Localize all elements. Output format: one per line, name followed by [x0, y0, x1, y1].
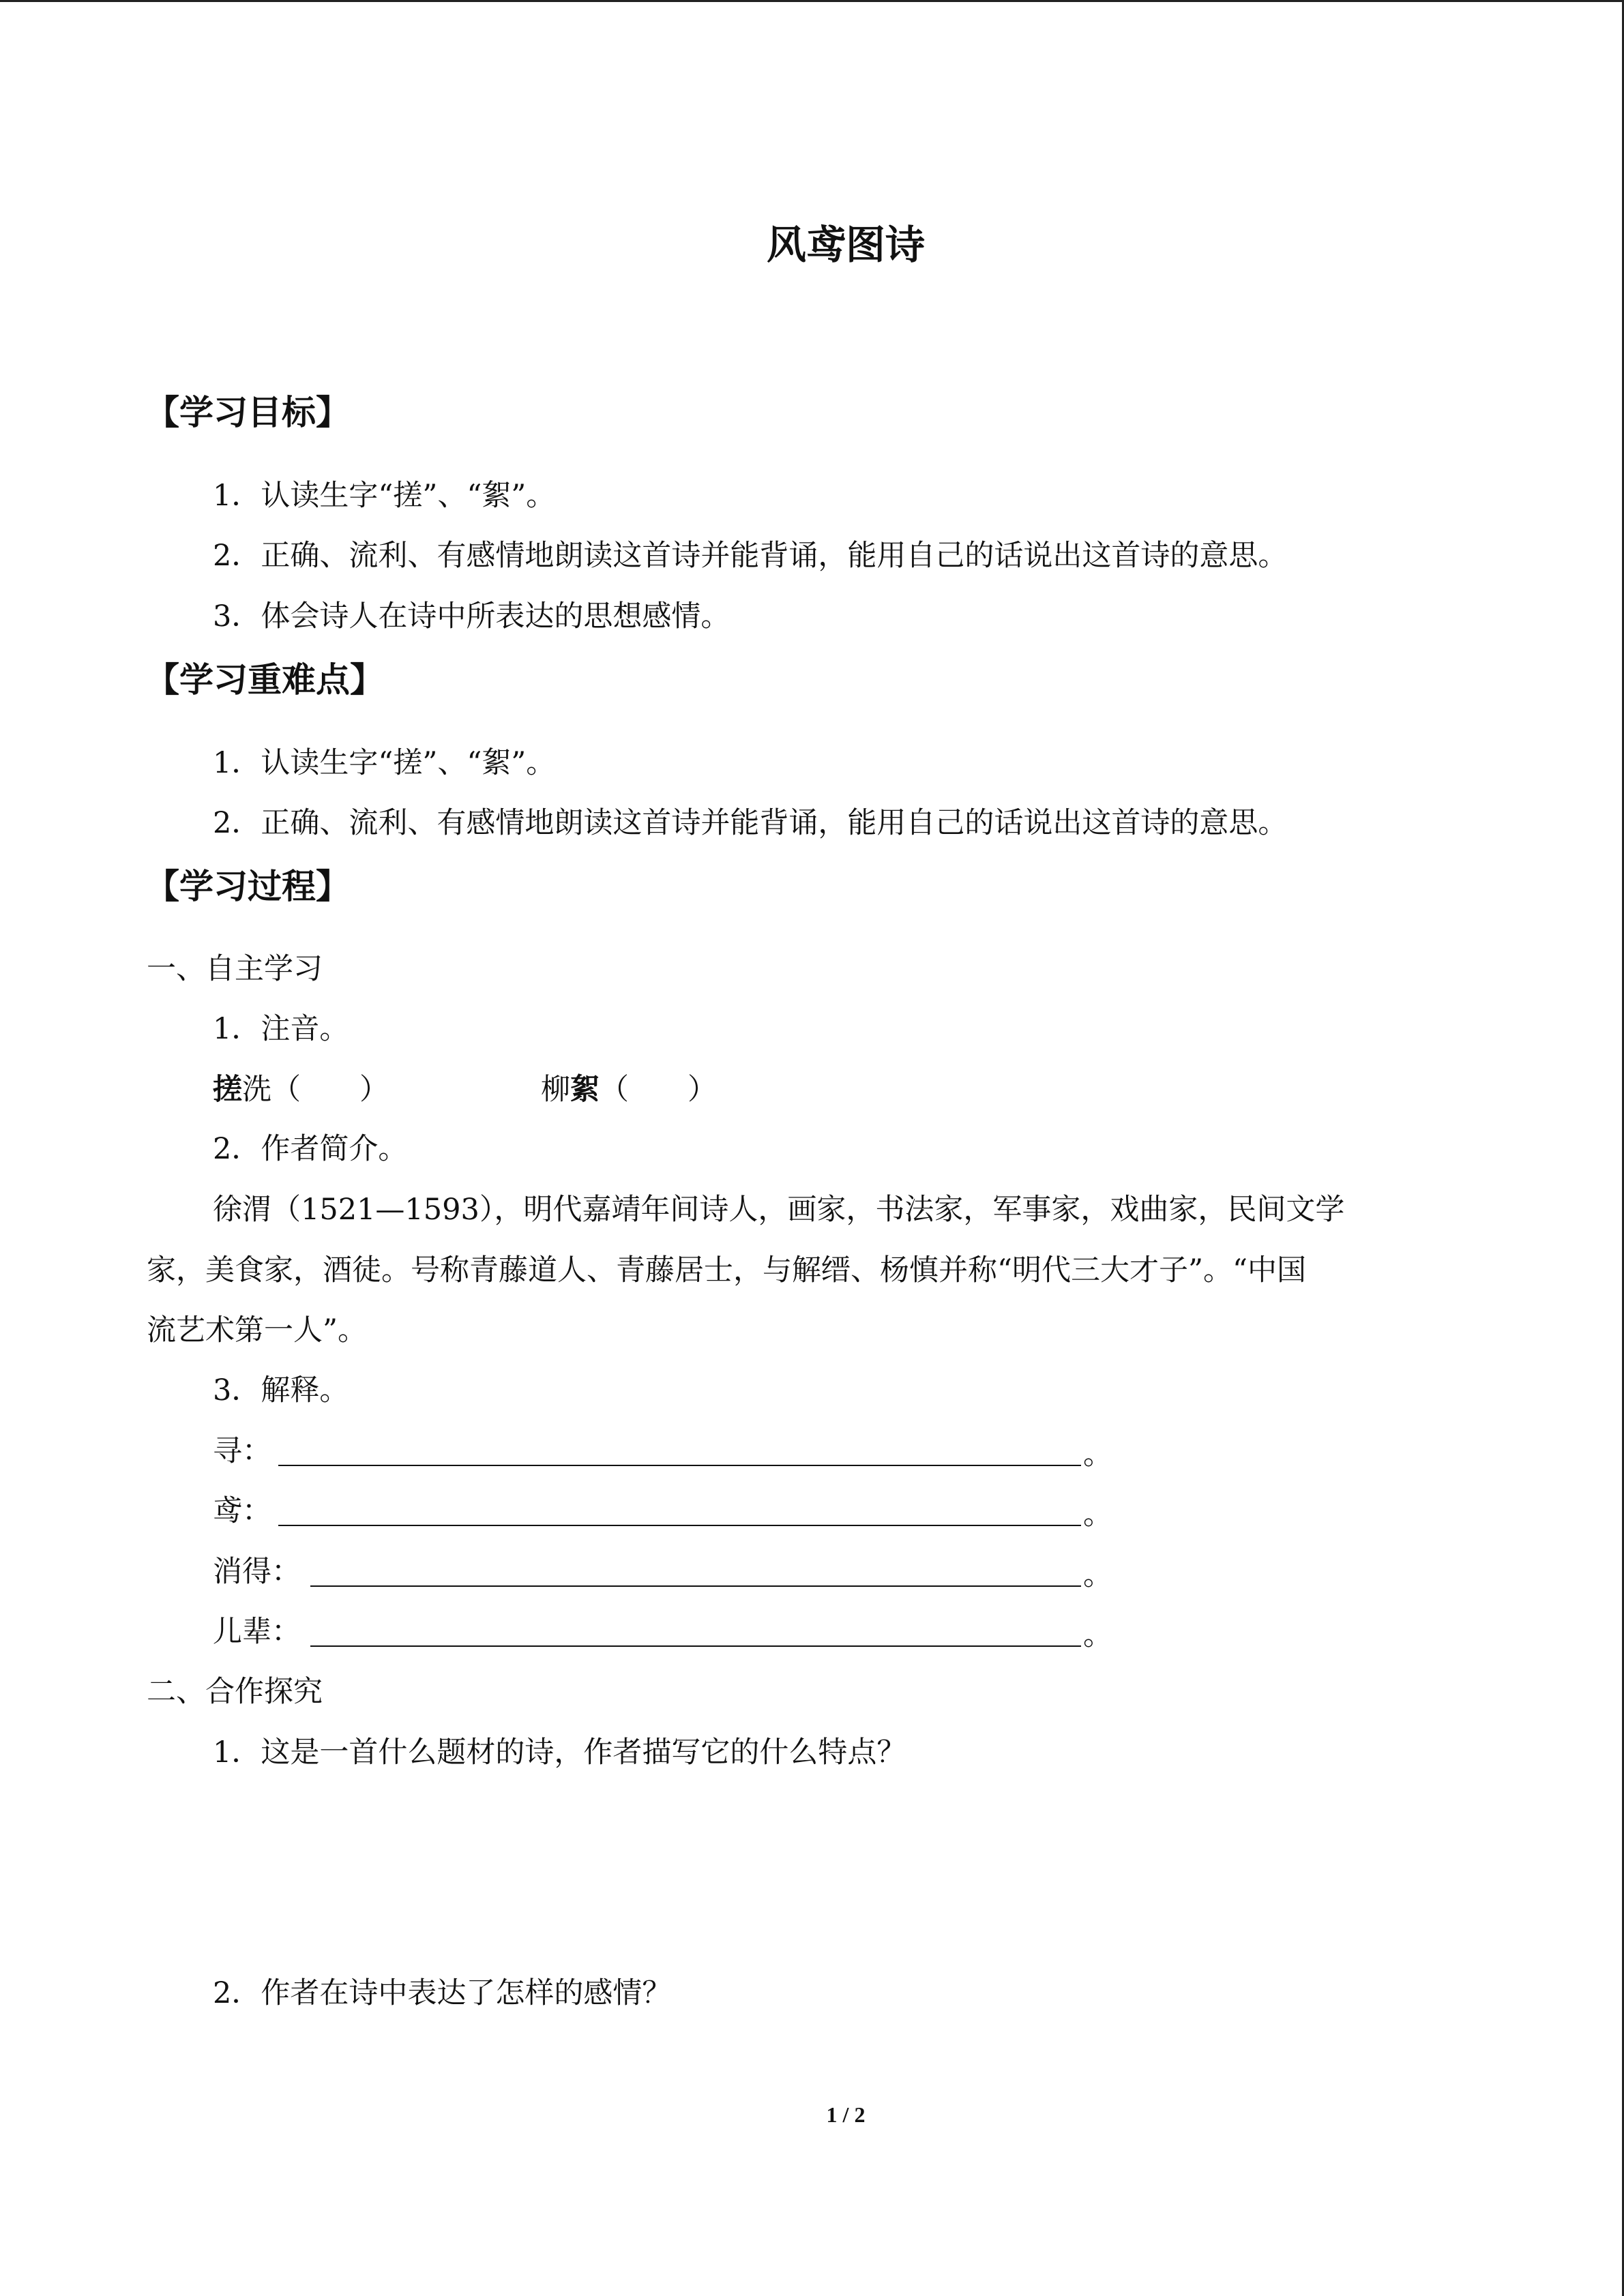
pinyin-item-1: [213, 1075, 389, 1105]
section-heading-key-points: 【学习重难点】: [145, 660, 384, 700]
goal-item-1: 1．认读生字“搓”、“絮”。: [213, 479, 556, 513]
bio-line-2: 家，美食家，酒徒。号称青藤道人、青藤居士，与解缙、杨慎并称“明代三大才子”。“中国: [147, 1253, 1306, 1287]
part2-title: 二、合作探究: [147, 1675, 323, 1709]
part2-question-1: 1．这是一首什么题材的诗，作者描写它的什么特点？: [213, 1735, 906, 1770]
term-label-1: 寻：: [213, 1434, 271, 1468]
part1-question-1: 1．注音。: [213, 1012, 349, 1046]
answer-blank-3[interactable]: [310, 1585, 1081, 1587]
goal-item-3: 3．体会诗人在诗中所表达的思想感情。: [213, 599, 730, 633]
bio-line-3: 流艺术第一人”。: [147, 1313, 367, 1347]
pinyin-item-2: [541, 1075, 717, 1105]
answer-blank-1[interactable]: [278, 1465, 1081, 1466]
page-number: 1 / 2: [826, 2102, 866, 2127]
term-label-3: 消得：: [213, 1555, 301, 1589]
pinyin-item-2-rest: （ ）: [600, 1073, 717, 1107]
page-border-top: [0, 0, 1624, 2]
key-point-item-2: 2．正确、流利、有感情地朗读这首诗并能背诵，能用自己的话说出这首诗的意思。: [213, 806, 1288, 840]
term-label-4: 儿辈：: [213, 1615, 301, 1649]
answer-blank-4[interactable]: [310, 1645, 1081, 1647]
section-heading-goals: 【学习目标】: [145, 393, 350, 432]
part2-question-2: 2．作者在诗中表达了怎样的感情？: [213, 1976, 672, 2010]
term-end-4: 。: [1083, 1618, 1112, 1652]
bio-line-1: 徐渭（1521—1593），明代嘉靖年间诗人，画家，书法家，军事家，戏曲家，民间文学: [213, 1193, 1345, 1227]
key-point-item-1: 1．认读生字“搓”、“絮”。: [213, 746, 556, 780]
part1-question-3: 3．解释。: [213, 1373, 349, 1407]
pinyin-target-char-1: 搓: [213, 1073, 242, 1107]
term-end-2: 。: [1083, 1497, 1112, 1532]
pinyin-target-char-2: 絮: [570, 1073, 600, 1107]
pinyin-item-1-rest: 洗（ ）: [242, 1073, 389, 1107]
part1-title: 一、自主学习: [147, 952, 323, 986]
goal-item-2: 2．正确、流利、有感情地朗读这首诗并能背诵，能用自己的话说出这首诗的意思。: [213, 539, 1288, 573]
document-title: 风鸢图诗: [766, 222, 925, 268]
pinyin-item-2-first: 柳: [541, 1073, 570, 1107]
term-label-2: 鸢：: [213, 1494, 271, 1528]
section-heading-process: 【学习过程】: [145, 867, 350, 906]
part1-question-2: 2．作者简介。: [213, 1132, 408, 1166]
answer-blank-2[interactable]: [278, 1525, 1081, 1526]
term-end-3: 。: [1083, 1558, 1112, 1592]
term-end-1: 。: [1083, 1437, 1112, 1472]
